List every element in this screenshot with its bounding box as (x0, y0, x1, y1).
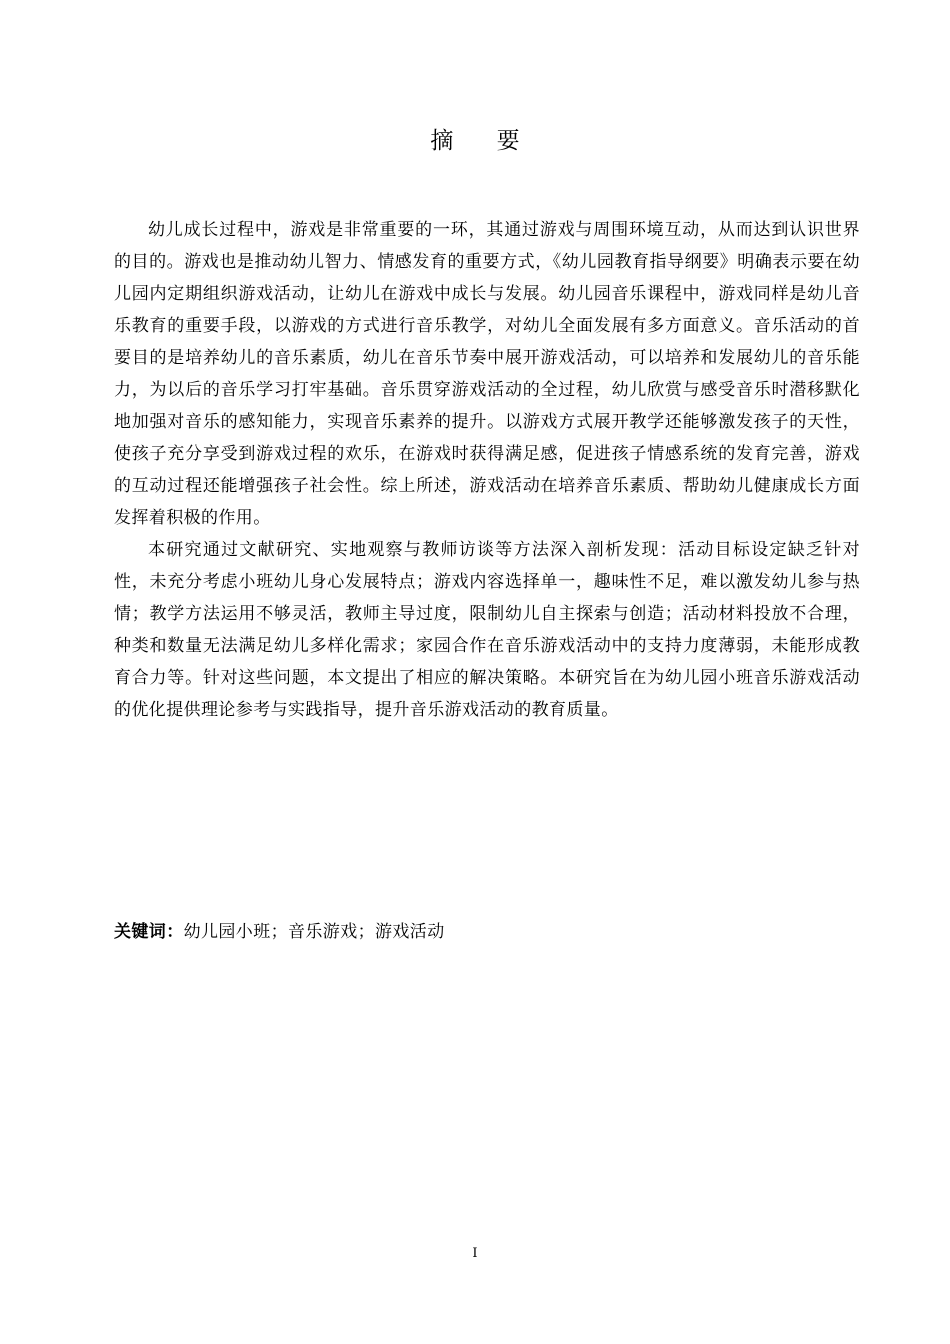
abstract-paragraph-1: 幼儿成长过程中，游戏是非常重要的一环，其通过游戏与周围环境互动，从而达到认识世界的目的。游戏也是推动幼儿智力、情感发育的重要方式，《幼儿园教育指导纲要》明确表示要在幼儿园内定期组织游戏活动，让幼儿在游戏中成长与发展。幼儿园音乐课程中，游戏同样是幼儿音乐教育的重要手段，以游戏的方式进行音乐教学，对幼儿全面发展有多方面意义。音乐活动的首要目的是培养幼儿的音乐素质，幼儿在音乐节奏中展开游戏活动，可以培养和发展幼儿的音乐能力，为以后的音乐学习打牢基础。音乐贯穿游戏活动的全过程，幼儿欣赏与感受音乐时潜移默化地加强对音乐的感知能力，实现音乐素养的提升。以游戏方式展开教学还能够激发孩子的天性，使孩子充分享受到游戏过程的欢乐，在游戏时获得满足感，促进孩子情感系统的发育完善，游戏的互动过程还能增强孩子社会性。综上所述，游戏活动在培养音乐素质、帮助幼儿健康成长方面发挥着积极的作用。 (114, 220, 860, 528)
abstract-body (114, 214, 860, 726)
keywords-text: 幼儿园小班；音乐游戏；游戏活动 (183, 922, 445, 942)
abstract-title: 摘 要 (430, 128, 538, 154)
keywords-label: 关键词： (114, 922, 184, 942)
abstract-paragraph-2: 本研究通过文献研究、实地观察与教师访谈等方法深入剖析发现：活动目标设定缺乏针对性，未充分考虑小班幼儿身心发展特点；游戏内容选择单一，趣味性不足，难以激发幼儿参与热情；教学方法运用不够灵活，教师主导过度，限制幼儿自主探索与创造；活动材料投放不合理，种类和数量无法满足幼儿多样化需求；家园合作在音乐游戏活动中的支持力度薄弱，未能形成教育合力等。针对这些问题，本文提出了相应的解决策略。本研究旨在为幼儿园小班音乐游戏活动的优化提供理论参考与实践指导，提升音乐游戏活动的教育质量。 (114, 540, 860, 720)
page-number: I (472, 1246, 478, 1261)
keywords-line (114, 916, 445, 948)
